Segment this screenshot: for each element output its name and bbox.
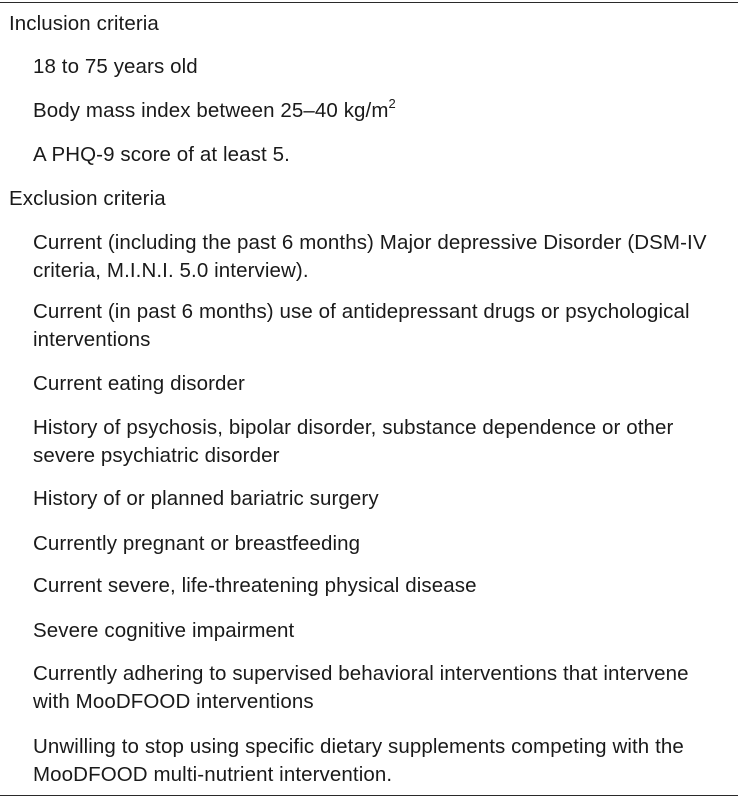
inclusion-item: A PHQ-9 score of at least 5. <box>33 143 290 166</box>
inclusion-heading: Inclusion criteria <box>9 12 159 35</box>
exclusion-item: Currently adhering to supervised behavioral interventions that intervene with MooDFOOD interventions <box>33 662 689 713</box>
top-rule <box>0 2 738 3</box>
exclusion-heading: Exclusion criteria <box>9 187 166 210</box>
exclusion-item: Current severe, life-threatening physical disease <box>33 574 477 597</box>
exclusion-item: Severe cognitive impairment <box>33 619 295 642</box>
inclusion-item-bmi <box>33 97 708 125</box>
exclusion-item: History of psychosis, bipolar disorder, substance dependence or other severe psychiatric disorder <box>33 416 674 467</box>
exclusion-item: Current (in past 6 months) use of antidepressant drugs or psychological interventions <box>33 300 690 351</box>
exclusion-item: Unwilling to stop using specific dietary supplements competing with the MooDFOOD multi-nutrient intervention. <box>33 735 684 786</box>
bottom-rule <box>0 795 738 796</box>
exclusion-item: Currently pregnant or breastfeeding <box>33 532 361 555</box>
exclusion-item: Current eating disorder <box>33 372 245 395</box>
inclusion-item-bmi-text: Body mass index between 25–40 kg/m <box>33 99 389 122</box>
exclusion-item: History of or planned bariatric surgery <box>33 487 379 510</box>
bmi-superscript: 2 <box>388 96 396 112</box>
inclusion-item: 18 to 75 years old <box>33 55 198 78</box>
exclusion-item: Current (including the past 6 months) Major depressive Disorder (DSM-IV criteria, M.I.N.I. 5.0 interview). <box>33 231 707 282</box>
